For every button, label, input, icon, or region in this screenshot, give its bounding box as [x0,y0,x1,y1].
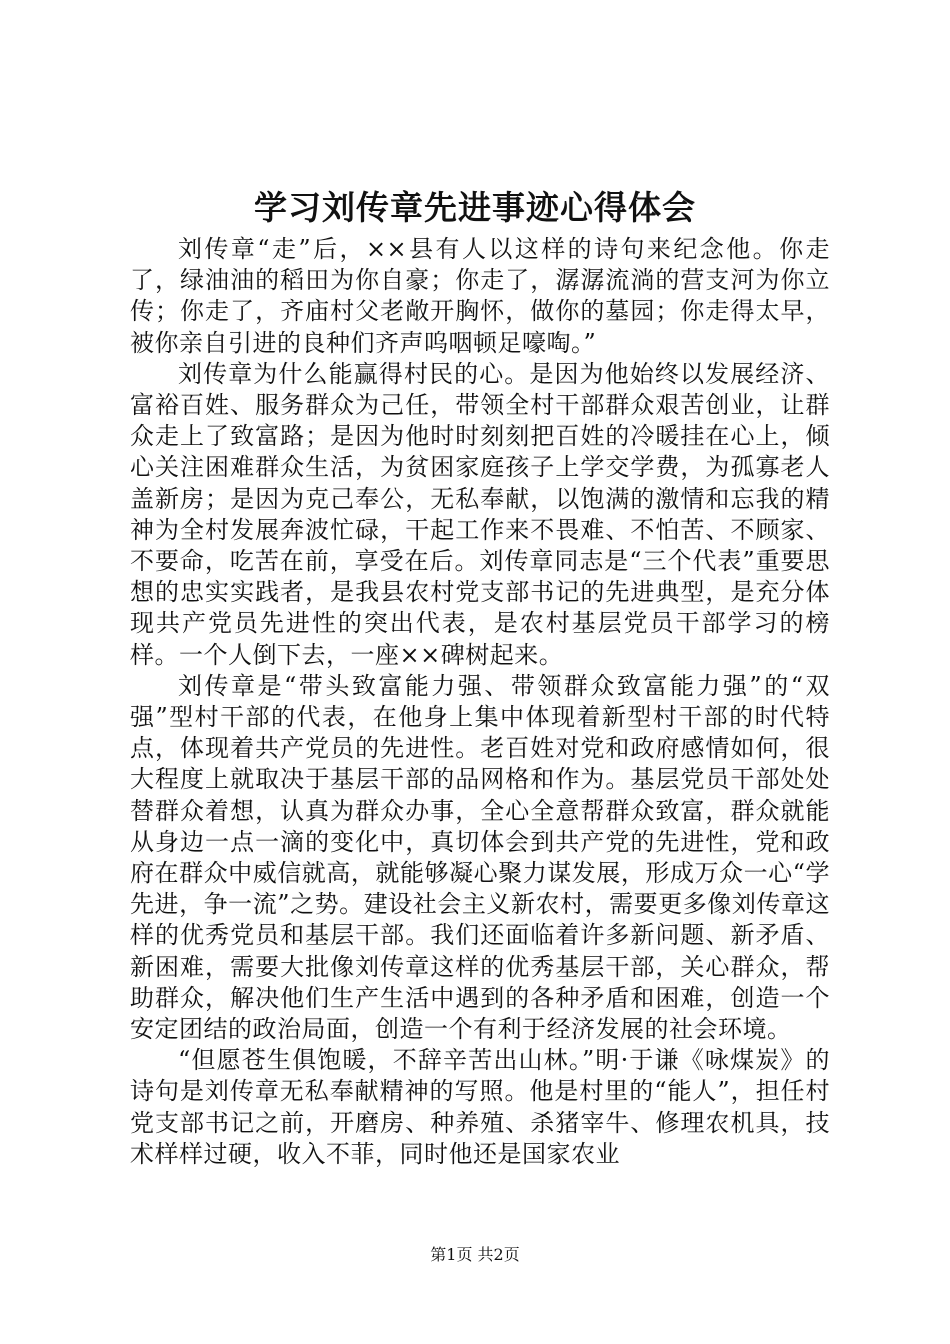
document-body [130,234,830,1170]
paragraph-1: 刘传章“走”后，××县有人以这样的诗句来纪念他。你走了，绿油油的稻田为你自豪；你走了，潺潺流淌的营支河为你立传；你走了，齐庙村父老敞开胸怀，做你的墓园；你走得太早，被你亲自引进的良种们齐声呜咽顿足嚎啕。” [130,235,830,357]
document-title: 学习刘传章先进事迹心得体会 [254,188,696,227]
paragraph-4: “但愿苍生俱饱暖，不辞辛苦出山林。”明·于谦《咏煤炭》的诗句是刘传章无私奉献精神的写照。他是村里的“能人”，担任村党支部书记之前，开磨房、种养殖、杀猪宰牛、修理农机具，技术样样过硬，收入不菲，同时他还是国家农业 [130,1046,830,1168]
page-number-footer: 第1页 共2页 [430,1245,520,1264]
paragraph-3: 刘传章是“带头致富能力强、带领群众致富能力强”的“双强”型村干部的代表，在他身上集中体现着新型村干部的时代特点，体现着共产党员的先进性。老百姓对党和政府感情如何，很大程度上就取决于基层干部的品网格和作为。基层党员干部处处替群众着想，认真为群众办事，全心全意帮群众致富，群众就能从身边一点一滴的变化中，真切体会到共产党的先进性，党和政府在群众中威信就高，就能够凝心聚力谋发展，形成万众一心“学先进，争一流”之势。建设社会主义新农村，需要更多像刘传章这样的优秀党员和基层干部。我们还面临着许多新问题、新矛盾、新困难，需要大批像刘传章这样的优秀基层干部，关心群众，帮助群众，解决他们生产生活中遇到的各种矛盾和困难，创造一个安定团结的政治局面，创造一个有利于经济发展的社会环境。 [130,671,830,1044]
paragraph-2: 刘传章为什么能赢得村民的心。是因为他始终以发展经济、富裕百姓、服务群众为己任，带领全村干部群众艰苦创业，让群众走上了致富路；是因为他时时刻刻把百姓的冷暖挂在心上，倾心关注困难群众生活，为贫困家庭孩子上学交学费，为孤寡老人盖新房；是因为克己奉公，无私奉献，以饱满的激情和忘我的精神为全村发展奔波忙碌，干起工作来不畏难、不怕苦、不顾家、不要命，吃苦在前，享受在后。刘传章同志是“三个代表”重要思想的忠实实践者，是我县农村党支部书记的先进典型，是充分体现共产党员先进性的突出代表，是农村基层党员干部学习的榜样。一个人倒下去，一座××碑树起来。 [130,359,830,669]
